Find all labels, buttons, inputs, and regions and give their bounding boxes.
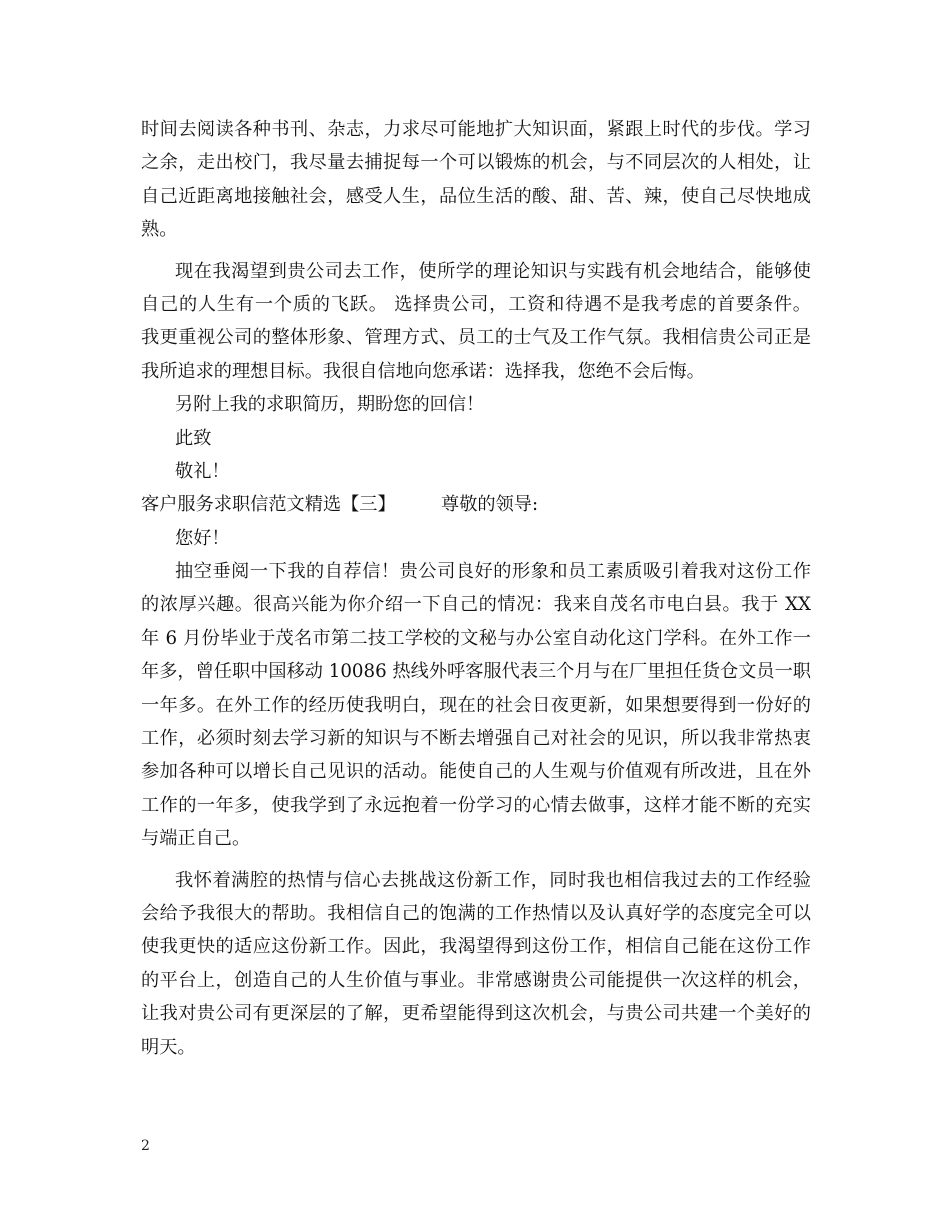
text-line: 抽空垂阅一下我的自荐信！贵公司良好的形象和员工素质吸引着我对这份工作 [175, 561, 811, 583]
closing-line: 此致 [175, 427, 212, 449]
text-line: 工作，必须时刻去学习新的知识与不断去增强自己对社会的见识，所以我非常热衷 [141, 728, 811, 750]
salutation: 尊敬的领导: [441, 494, 539, 516]
text-line: 自己的人生有一个质的飞跃。 选择贵公司，工资和待遇不是我考虑的首要条件。 [141, 293, 811, 315]
text-line: 现在我渴望到贵公司去工作，使所学的理论知识与实践有机会地结合，能够使 [175, 260, 811, 282]
text-line: 熟。 [141, 219, 178, 241]
text-line: 让我对贵公司有更深层的了解，更希望能得到这次机会，与贵公司共建一个美好的 [141, 1003, 811, 1025]
text-line: 之余，走出校门，我尽量去捕捉每一个可以锻炼的机会，与不同层次的人相处，让 [141, 152, 811, 174]
text-line: 我更重视公司的整体形象、管理方式、员工的士气及工作气氛。我相信贵公司正是 [141, 327, 811, 349]
text-line: 自己近距离地接触社会，感受人生，品位生活的酸、甜、苦、辣，使自己尽快地成 [141, 185, 811, 207]
text-line: 我所追求的理想目标。我很自信地向您承诺：选择我，您绝不会后悔。 [141, 360, 705, 382]
text-line: 我怀着满腔的热情与信心去挑战这份新工作，同时我也相信我过去的工作经验 [175, 869, 811, 891]
letter-body [141, 113, 811, 1064]
section-heading [141, 488, 811, 521]
text-line: 会给予我很大的帮助。我相信自己的饱满的工作热情以及认真好学的态度完全可以 [141, 902, 811, 924]
closing-line: 敬礼！ [175, 460, 230, 482]
greeting-line: 您好！ [175, 527, 230, 549]
text-line: 的平台上，创造自己的人生价值与事业。非常感谢贵公司能提供一次这样的机会， [141, 969, 811, 991]
text-line: 明天。 [141, 1036, 196, 1058]
text-line: 参加各种可以增长自己见识的活动。能使自己的人生观与价值观有所改进，且在外 [141, 761, 811, 783]
text-line: 的浓厚兴趣。很高兴能为你介绍一下自己的情况：我来自茂名市电白县。我于 XX [141, 594, 811, 616]
page-number: 2 [141, 1138, 150, 1154]
text-line: 时间去阅读各种书刊、杂志，力求尽可能地扩大知识面，紧跟上时代的步伐。学习 [141, 119, 811, 140]
text-line: 使我更快的适应这份新工作。因此，我渴望得到这份工作，相信自己能在这份工作 [141, 936, 811, 958]
text-line: 一年多。在外工作的经历使我明白，现在的社会日夜更新，如果想要得到一份好的 [141, 694, 811, 716]
text-line: 工作的一年多，使我学到了永远抱着一份学习的心情去做事，这样才能不断的充实 [141, 794, 811, 816]
text-line: 年多，曾任职中国移动 10086 热线外呼客服代表三个月与在厂里担任货仓文员一职 [141, 661, 811, 683]
text-line: 与端正自己。 [141, 828, 251, 850]
text-line: 另附上我的求职简历，期盼您的回信！ [175, 394, 485, 416]
section-title: 客户服务求职信范文精选【三】 [141, 494, 396, 516]
text-line: 年 6 月份毕业于茂名市第二技工学校的文秘与办公室自动化这门学科。在外工作一 [141, 627, 811, 649]
